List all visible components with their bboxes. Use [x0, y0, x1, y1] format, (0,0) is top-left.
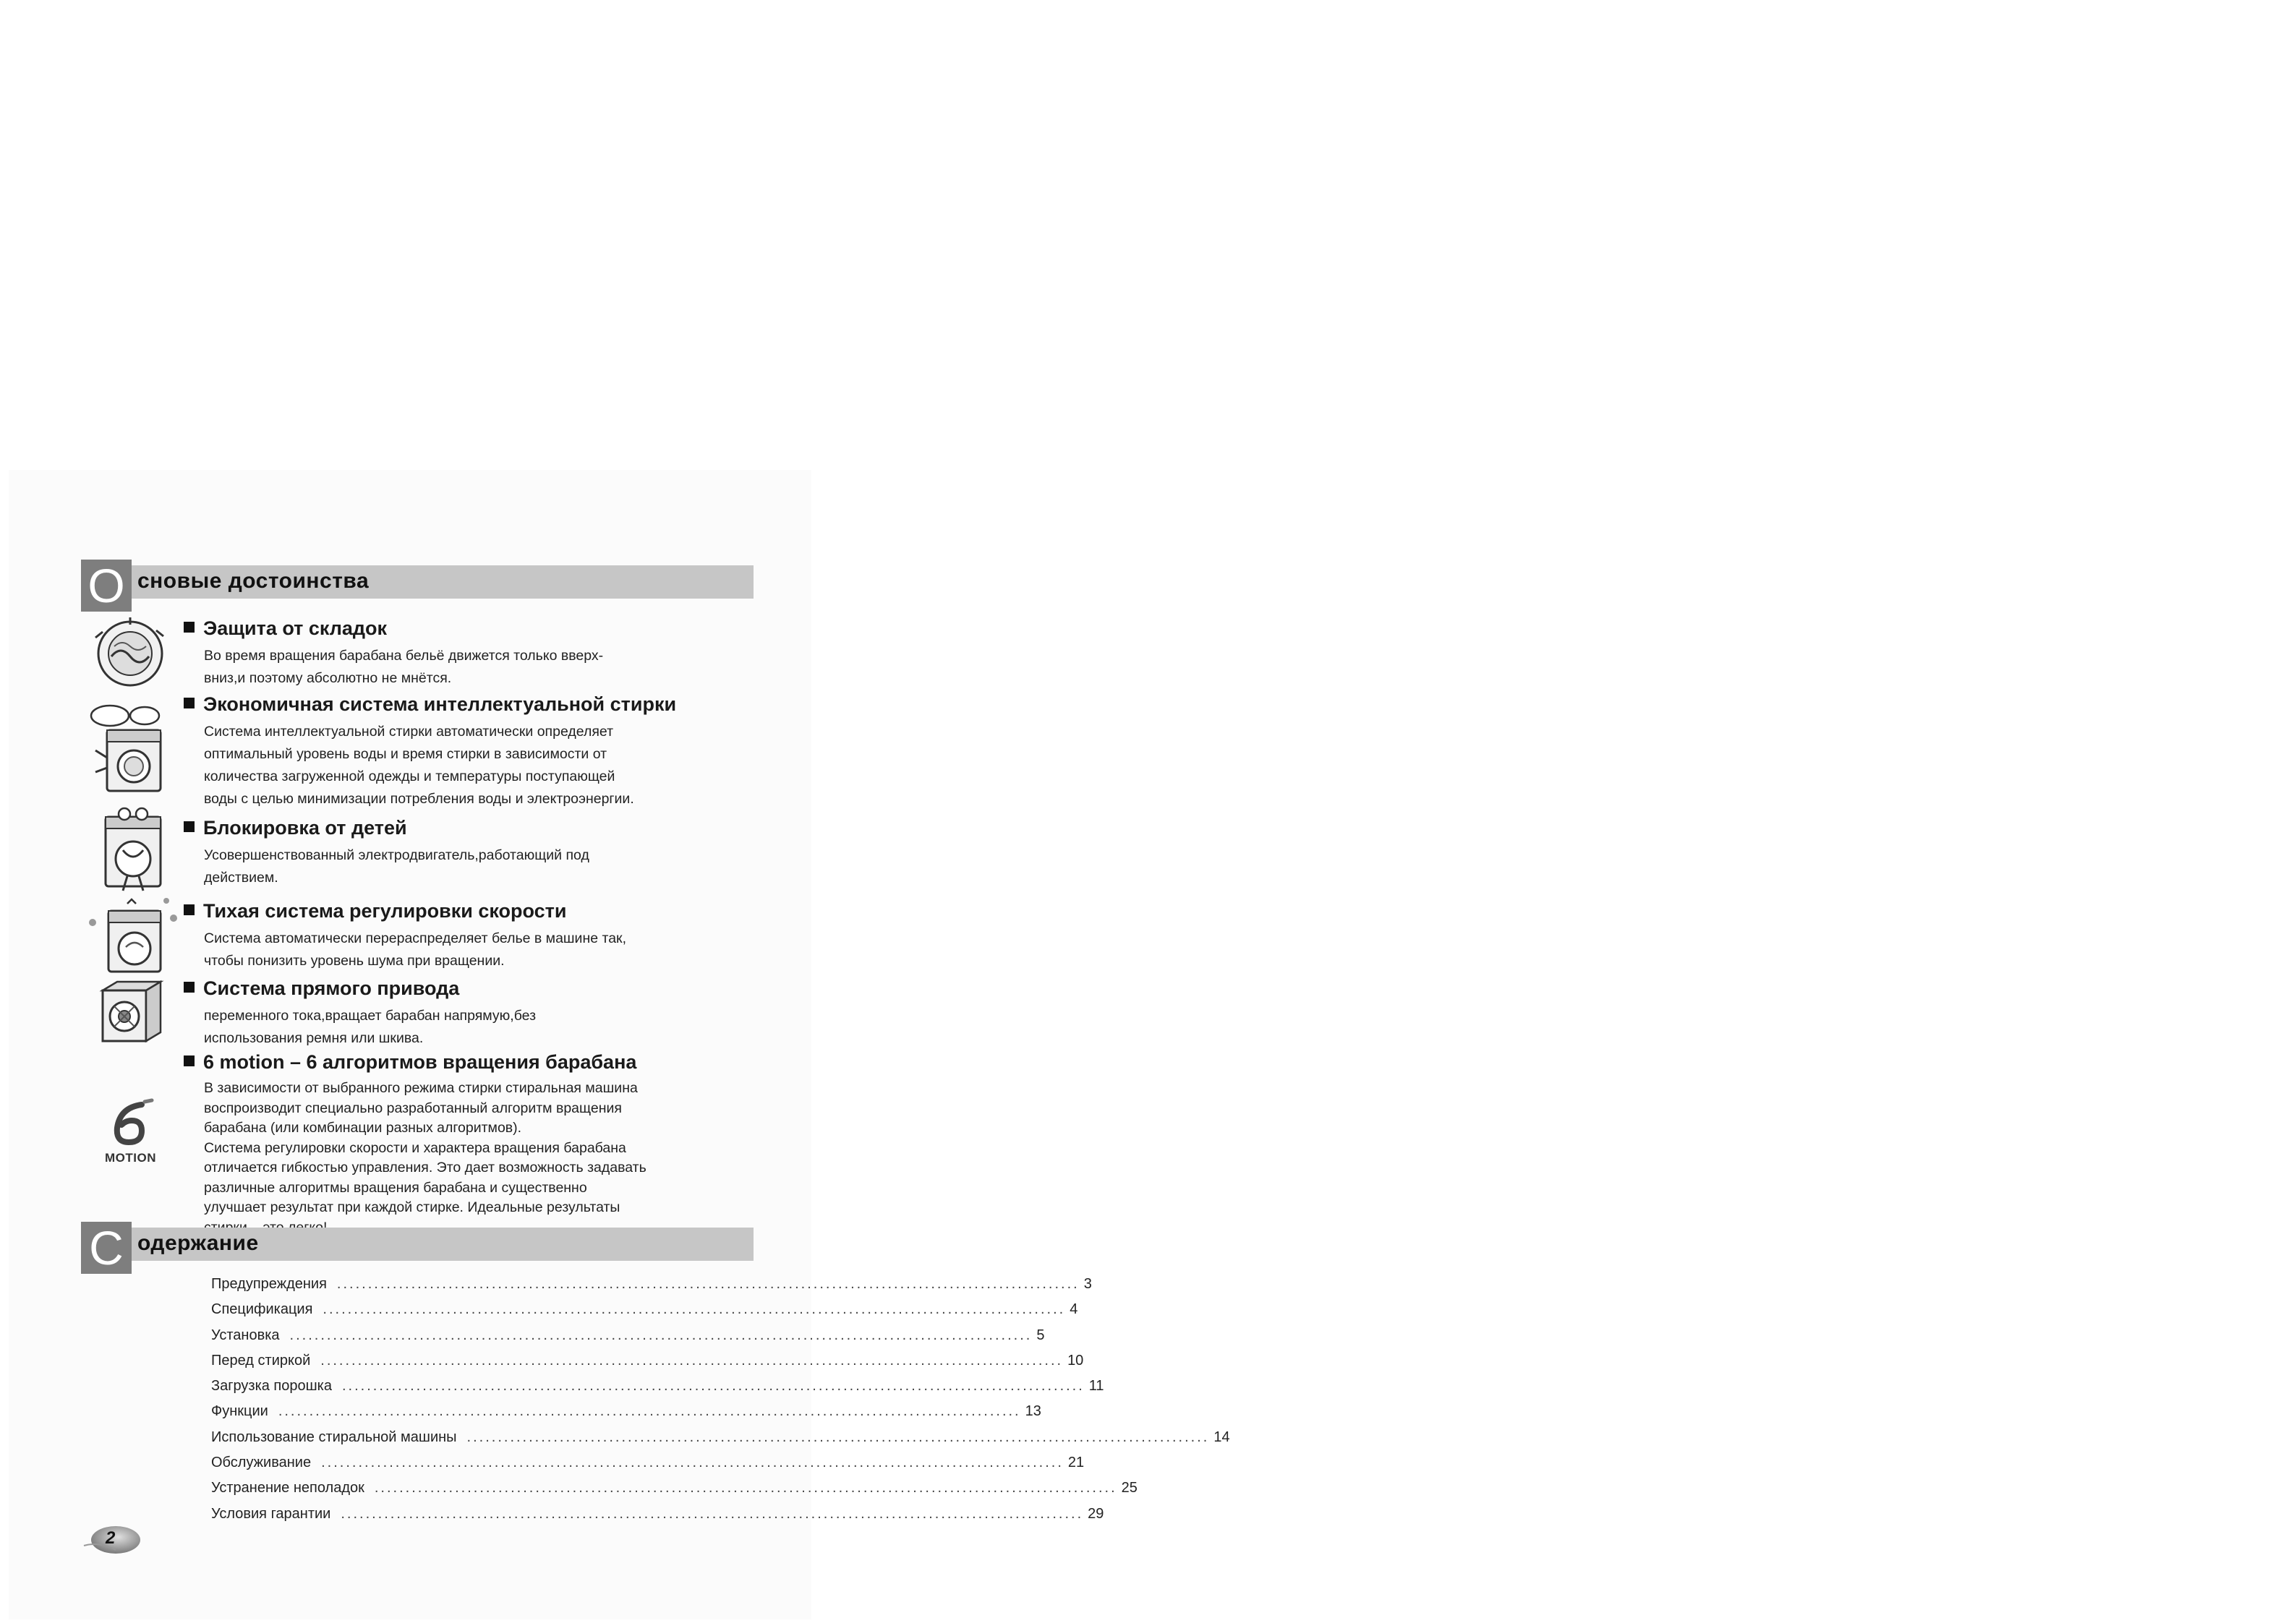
bullet-square-icon — [184, 622, 195, 633]
heading-title: одержание — [137, 1231, 259, 1255]
toc-entry-label: Предупреждения — [211, 1276, 327, 1292]
toc-dot-leader: ........................................................................................................................ — [341, 1505, 1084, 1522]
toc-entry-page: 3 — [1083, 1276, 1092, 1292]
toc-entry[interactable] — [211, 1352, 1084, 1378]
toc-dot-leader: ........................................................................................................................ — [278, 1403, 1021, 1420]
feature-title-text: Система прямого привода — [203, 977, 460, 999]
toc-entry-label: Условия гарантии — [211, 1505, 331, 1522]
bullet-square-icon — [184, 904, 195, 915]
feature-direct-drive — [184, 976, 762, 1050]
toc-entry-page: 5 — [1036, 1327, 1045, 1343]
toc-entry[interactable] — [211, 1301, 1078, 1327]
child-lock-icon — [94, 807, 174, 894]
toc-entry-page: 21 — [1067, 1455, 1085, 1471]
toc-entry[interactable] — [211, 1429, 1230, 1455]
contents-heading — [81, 1222, 754, 1274]
toc-entry[interactable] — [211, 1327, 1045, 1353]
feature-child-lock — [184, 815, 762, 889]
feature-title-text: Тихая система регулировки скорости — [203, 900, 567, 922]
toc-entry-label: Установка — [211, 1327, 280, 1343]
toc-entry[interactable] — [211, 1480, 1138, 1505]
toc-entry-page: 10 — [1067, 1352, 1084, 1369]
feature-title — [184, 616, 762, 641]
toc-dot-leader: ........................................................................................................................ — [323, 1301, 1066, 1318]
toc-entry-label: Загрузка порошка — [211, 1378, 332, 1395]
page-number-badge — [81, 1524, 143, 1557]
feature-title-text: Эащита от складок — [203, 617, 388, 639]
toc-entry[interactable] — [211, 1505, 1104, 1531]
feature-text: Система интеллектуальной стирки автоматически определяет оптимальный уровень воды и время стирки в зависимости от количества загруженной одежды и температуры поступающей воды с целью минимизации потребления воды и электроэнергии. — [204, 724, 634, 807]
heading-initial-letter: О — [81, 560, 132, 612]
toc-dot-leader: ........................................................................................................................ — [289, 1327, 1033, 1343]
toc-entry-page: 14 — [1213, 1429, 1230, 1445]
toc-entry[interactable] — [211, 1403, 1041, 1429]
toc-dot-leader: ........................................................................................................................ — [466, 1429, 1210, 1445]
bullet-square-icon — [184, 821, 195, 832]
feature-quiet-speed — [184, 899, 762, 972]
toc-dot-leader: ........................................................................................................................ — [321, 1455, 1064, 1471]
toc-entry-page: 4 — [1070, 1301, 1078, 1318]
toc-dot-leader: ........................................................................................................................ — [336, 1276, 1080, 1292]
toc-entry-page: 25 — [1121, 1480, 1138, 1496]
toc-entry-label: Функции — [211, 1403, 268, 1420]
toc-entry-page: 13 — [1025, 1403, 1041, 1420]
feature-text: Система автоматически перераспределяет белье в машине так, чтобы понизить уровень шума при вращении. — [204, 930, 626, 969]
toc-dot-leader: ........................................................................................................................ — [320, 1352, 1064, 1369]
feature-intelligent-wash — [184, 692, 762, 810]
six-motion-logo-icon — [108, 1100, 159, 1145]
feature-text: В зависимости от выбранного режима стирки стиральная машина воспроизводит специально разработанный алгоритм вращения барабана (или комбинации разных алгоритмов). Система регулировки скорости и характера вращения барабана отличается гибкостью управления. Это дает возможность задавать различные алгоритмы вращения барабана и существенно улучшает результат при каждой стирке. Идеальные результаты — [204, 1080, 646, 1215]
toc-entry-label: Обслуживание — [211, 1455, 312, 1471]
toc-entry-label: Спецификация — [211, 1301, 313, 1318]
page-number: 2 — [106, 1528, 116, 1548]
advantages-heading — [81, 560, 754, 612]
table-of-contents — [211, 1276, 1230, 1531]
feature-title — [184, 976, 762, 1001]
motion-label: MOTION — [105, 1151, 156, 1165]
feature-anti-crease — [184, 616, 762, 690]
toc-entry[interactable] — [211, 1378, 1104, 1403]
toc-entry-label: Устранение неполадок — [211, 1480, 364, 1496]
feature-title-text: Экономичная система интеллектуальной стирки — [203, 693, 677, 715]
feature-title — [184, 899, 762, 923]
feature-title — [184, 815, 762, 840]
quiet-washer-icon — [87, 896, 181, 976]
feature-6-motion — [184, 1050, 762, 1238]
toc-dot-leader: ........................................................................................................................ — [342, 1378, 1085, 1395]
toc-dot-leader: ........................................................................................................................ — [374, 1480, 1117, 1496]
bullet-square-icon — [184, 982, 195, 993]
feature-title-text: Блокировка от детей — [203, 817, 407, 839]
feature-title — [184, 1050, 762, 1074]
toc-entry[interactable] — [211, 1455, 1085, 1480]
bullet-square-icon — [184, 698, 195, 708]
washer-thinking-icon — [81, 700, 175, 794]
feature-title-text: 6 motion – 6 алгоритмов вращения барабана — [203, 1051, 637, 1073]
heading-title: сновые достоинства — [137, 569, 370, 593]
heading-initial-letter: С — [81, 1222, 132, 1274]
feature-text: Во время вращения барабана бельё движется только вверх- вниз,и поэтому абсолютно не мнётся. — [204, 648, 604, 686]
feature-text: переменного тока,вращает барабан напрямую,без использования ремня или шкива. — [204, 1008, 537, 1046]
toc-entry-page: 11 — [1088, 1378, 1104, 1395]
toc-entry[interactable] — [211, 1276, 1092, 1301]
direct-drive-icon — [93, 976, 172, 1045]
toc-entry-label: Использование стиральной машины — [211, 1429, 457, 1445]
feature-text: Усовершенствованный электродвигатель,работающий под действием. — [204, 847, 589, 886]
toc-entry-label: Перед стиркой — [211, 1352, 311, 1369]
feature-title — [184, 692, 762, 716]
drum-wave-icon — [85, 614, 175, 690]
toc-entry-page: 29 — [1088, 1505, 1104, 1522]
bullet-square-icon — [184, 1055, 195, 1066]
